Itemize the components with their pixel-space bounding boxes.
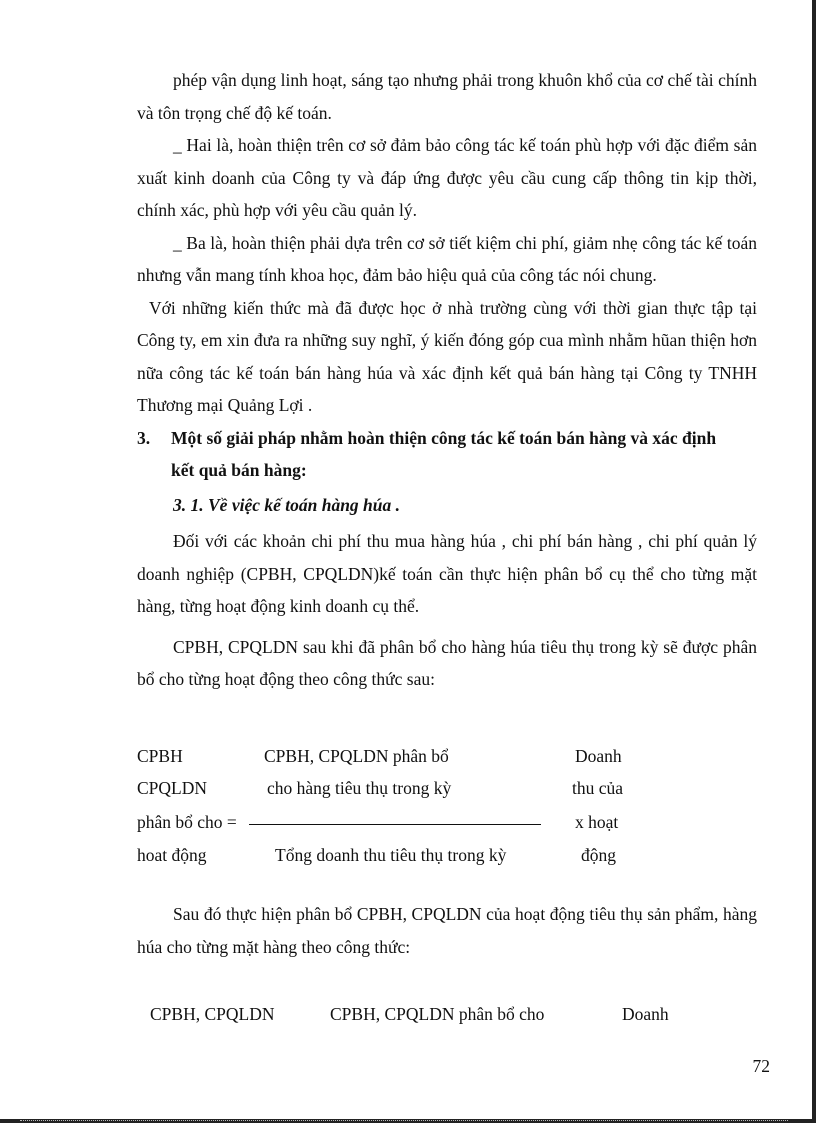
fraction-line <box>249 824 541 825</box>
formula2-right: Doanh <box>622 1004 669 1024</box>
formula2-left: CPBH, CPQLDN <box>150 1004 275 1024</box>
section-title-line1: Một số giải pháp nhằm hoàn thiện công tác kế toán bán hàng và xác định <box>171 427 717 448</box>
formula-right-1: Doanh <box>575 746 622 766</box>
paragraph-kien-thuc: Với những kiến thức mà đã được học ở nhà trường cùng với thời gian thực tập tại Công ty, em xin đưa ra những suy nghĩ, ý kiến đóng góp cua mình nhằm hũan thiện hơn nữa công tác kế toán bán hàng húa và xác định kết quả bán hàng tại Công ty TNHH Thương mại Quảng Lợi . <box>137 297 757 415</box>
body-text <box>137 64 757 696</box>
formula-left-3: phân bổ cho = <box>137 812 237 832</box>
paragraph-sau-do-text: Sau đó thực hiện phân bổ CPBH, CPQLDN của hoạt động tiêu thụ sản phẩm, hàng húa cho từng mặt hàng theo công thức: <box>137 904 757 957</box>
formula2-mid: CPBH, CPQLDN phân bổ cho <box>330 1004 545 1024</box>
paragraph-sau-do <box>137 898 757 963</box>
paragraph-doi-voi: Đối với các khoản chi phí thu mua hàng húa , chi phí bán hàng , chi phí quản lý doanh nghiệp (CPBH, CPQLDN)kế toán cần thực hiện phân bổ cụ thể cho từng mặt hàng, từng hoạt động kinh doanh cụ thể. <box>137 531 757 616</box>
formula-left-1: CPBH <box>137 746 183 766</box>
section-title-line2: kết quả bán hàng: <box>171 460 307 480</box>
paragraph-hai-la: _ Hai là, hoàn thiện trên cơ sở đảm bảo công tác kế toán phù hợp với đặc điểm sản xuất kinh doanh của Công ty và đáp ứng được yêu cầu cung cấp thông tin kịp thời, chính xác, phù hợp với yêu cầu quản lý. <box>137 135 757 220</box>
paragraph-continuation: phép vận dụng linh hoạt, sáng tạo nhưng phải trong khuôn khổ của cơ chế tài chính và tôn trọng chế độ kế toán. <box>137 70 757 123</box>
product-formula <box>150 1000 750 1030</box>
formula-right-3: x hoạt <box>575 812 619 832</box>
formula-left-4: hoat động <box>137 845 207 865</box>
subsection-heading: 3. 1. Về việc kế toán hàng húa . <box>173 494 401 515</box>
paragraph-cpbh: CPBH, CPQLDN sau khi đã phân bổ cho hàng húa tiêu thụ trong kỳ sẽ được phân bổ cho từng hoạt động theo công thức sau: <box>137 636 757 689</box>
paragraph-ba-la: _ Ba là, hoàn thiện phải dựa trên cơ sở tiết kiệm chi phí, giảm nhẹ công tác kế toán nhưng vẫn mang tính khoa học, đảm bảo hiệu quả của công tác nói chung. <box>137 232 757 285</box>
section-heading <box>137 422 757 455</box>
formula-right-4: động <box>581 845 616 865</box>
formula-numerator-2: cho hàng tiêu thụ trong kỳ <box>267 778 452 798</box>
section-number: 3. <box>137 427 151 448</box>
page-number: 72 <box>752 1056 770 1076</box>
formula-denominator: Tổng doanh thu tiêu thụ trong kỳ <box>275 845 507 865</box>
formula-left-2: CPQLDN <box>137 778 208 798</box>
allocation-formula <box>137 738 757 878</box>
formula-right-2: thu của <box>572 778 624 798</box>
formula-numerator-1: CPBH, CPQLDN phân bổ <box>264 746 449 766</box>
footer-divider <box>20 1120 788 1121</box>
